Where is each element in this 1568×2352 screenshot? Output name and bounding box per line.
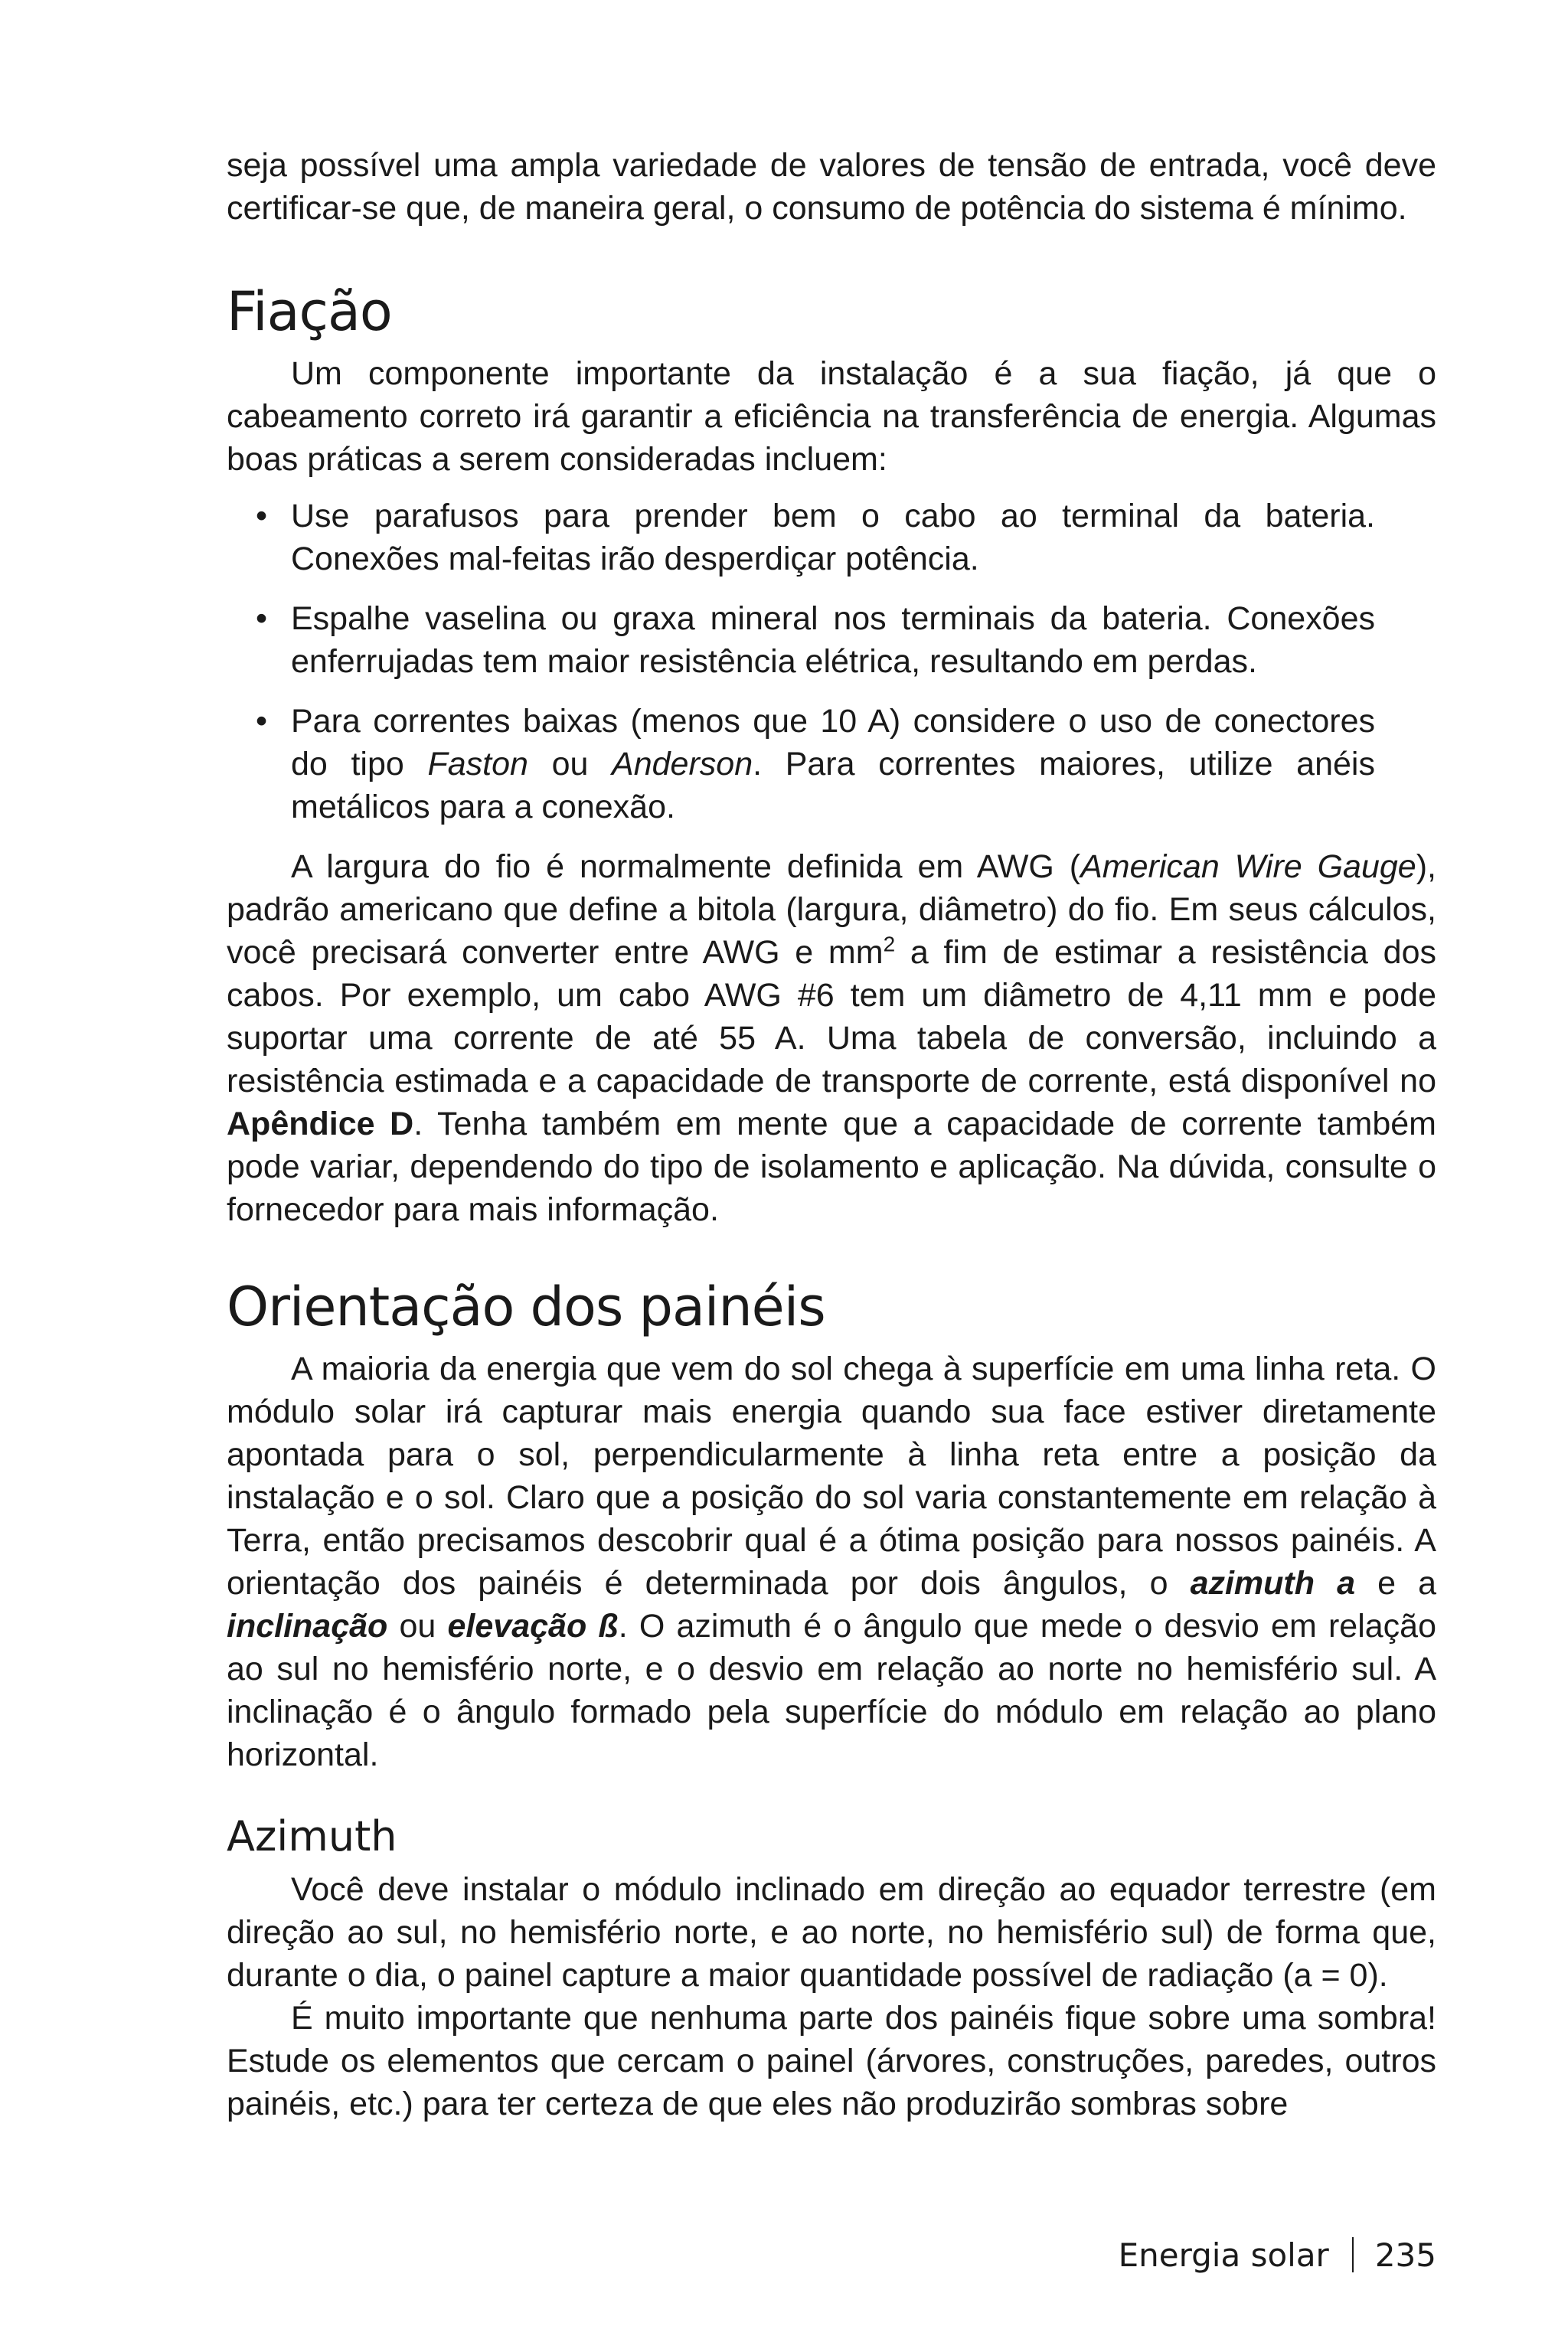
list-item-text: Para correntes baixas (menos que 10 A) considere o uso de conectores do tipo Faston ou Anderson. Para correntes maiores, utilize anéis metálicos para a conexão.	[291, 703, 1375, 825]
heading-fiacao: Fiação	[227, 280, 392, 343]
orientacao-paragraph: A maioria da energia que vem do sol chega à superfície em uma linha reta. O módulo solar irá capturar mais energia quando sua face estiver diretamente apontada para o sol, perpendicularmente à linha reta entre a posição da instalação e o sol. Claro que a posição do sol varia constantemente em relação à Terra, então precisamos descobrir qual é a ótima posição para nossos painéis. A orientação dos painéis é determinada por dois ângulos, o azimuth a e a inclinação ou elevação ß. O azimuth é o ângulo que mede o desvio em relação ao sul no hemisfério norte, e o desvio em relação ao norte no hemisfério sul. A inclinação é o ângulo formado pela superfície do módulo em relação ao plano horizontal.	[227, 1351, 1436, 1773]
fiacao-bullet-list	[227, 495, 1436, 828]
term-faston: Faston	[427, 746, 528, 782]
azimuth-paragraph-1: Você deve instalar o módulo inclinado em direção ao equador terrestre (em direção ao sul, no hemisfério norte, e ao norte, no hemisfério sul) de forma que, durante o dia, o painel capture a maior quantidade possível de radiação (a = 0).	[227, 1871, 1436, 1994]
term-anderson: Anderson	[612, 746, 753, 782]
bullet-icon: •	[256, 600, 268, 637]
superscript: 2	[883, 932, 896, 956]
term-azimuth: azimuth a	[1190, 1565, 1355, 1602]
term-inclinacao: inclinação	[227, 1608, 388, 1645]
heading-orientacao: Orientação dos painéis	[227, 1276, 825, 1338]
list-item-text: Use parafusos para prender bem o cabo ao terminal da bateria. Conexões mal-feitas irão desperdiçar potência.	[291, 498, 1375, 577]
azimuth-paragraph-2: É muito importante que nenhuma parte dos painéis fique sobre uma sombra! Estude os elementos que cercam o painel (árvores, construções, paredes, outros painéis, etc.) para ter certeza de que eles não produzirão sombras sobre	[227, 2000, 1436, 2122]
page-footer	[1119, 2234, 1436, 2277]
appendix-reference: Apêndice D	[227, 1106, 414, 1142]
term-awg: American Wire Gauge	[1080, 848, 1416, 885]
list-item	[227, 700, 1436, 828]
fiacao-paragraph-2: A largura do fio é normalmente definida em AWG (American Wire Gauge), padrão americano que define a bitola (largura, diâmetro) do fio. Em seus cálculos, você precisará converter entre AWG e $mm^2$ a fim de estimar a resistência dos cabos. Por exemplo, um cabo AWG #6 tem um diâmetro de 4,11 mm e pode suportar uma corrente de até 55 A. Uma tabela de conversão, incluindo a resistência estimada e a capacidade de transporte de corrente, está disponível no Apêndice D. Tenha também em mente que a capacidade de corrente também pode variar, dependendo do tipo de isolamento e aplicação. Na dúvida, consulte o fornecedor para mais informação.	[227, 848, 1436, 1228]
intro-paragraph: seja possível uma ampla variedade de valores de tensão de entrada, você deve certificar-se que, de maneira geral, o consumo de potência do sistema é mínimo.	[227, 147, 1436, 227]
heading-azimuth: Azimuth	[227, 1812, 397, 1860]
fiacao-paragraph-1: Um componente importante da instalação é a sua fiação, já que o cabeamento correto irá garantir a eficiência na transferência de energia. Algumas boas práticas a serem consideradas incluem:	[227, 355, 1436, 478]
bullet-icon: •	[256, 498, 268, 534]
footer-chapter-title: Energia solar	[1118, 2236, 1329, 2274]
page-number: 235	[1374, 2236, 1436, 2274]
footer-divider	[1352, 2237, 1354, 2272]
bullet-icon: •	[256, 703, 268, 740]
page-content	[227, 144, 1436, 2125]
list-item-text: Espalhe vaselina ou graxa mineral nos terminais da bateria. Conexões enferrujadas tem maior resistência elétrica, resultando em perdas.	[291, 600, 1375, 680]
list-item	[227, 597, 1436, 683]
term-elevacao: elevação ß	[447, 1608, 619, 1645]
list-item	[227, 495, 1436, 580]
